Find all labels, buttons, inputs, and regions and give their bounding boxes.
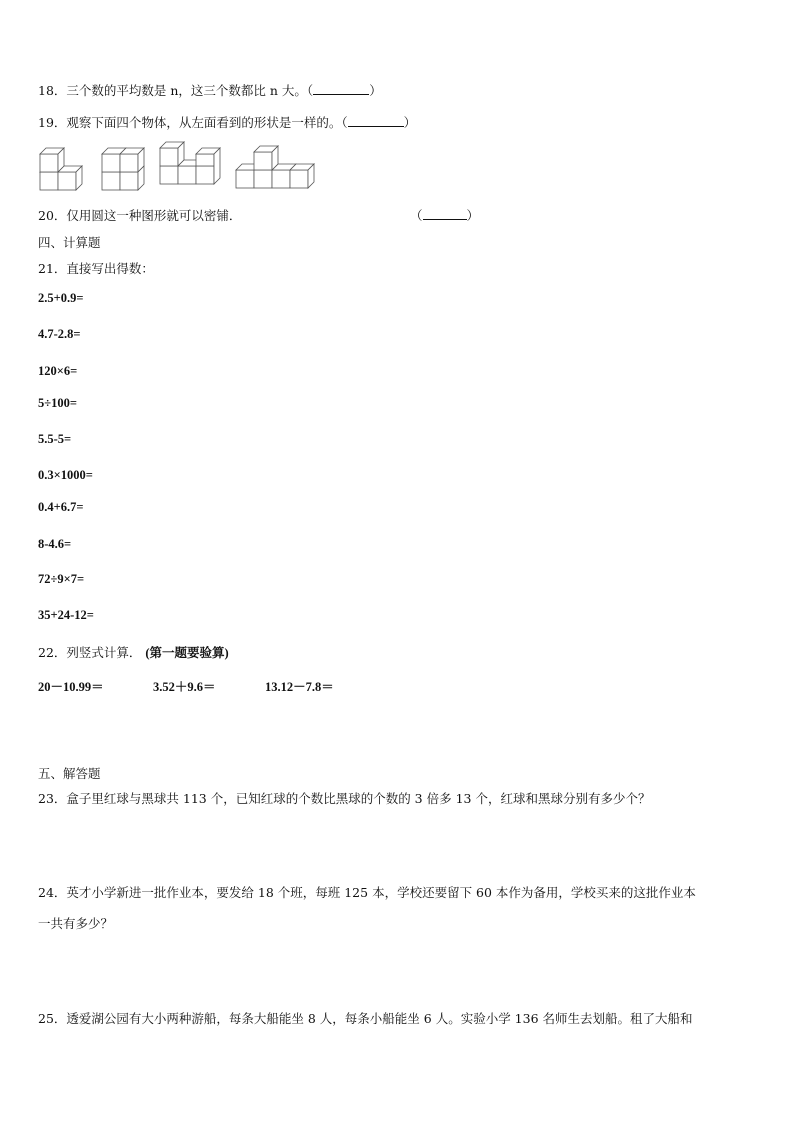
- question-20-text: 20．仅用圆这一种图形就可以密铺．: [38, 208, 242, 223]
- calc-item-6: 0.3×1000=: [38, 468, 93, 482]
- cube-object-2: [102, 148, 144, 190]
- cube-objects-figure: [38, 140, 328, 196]
- answer-blank-18[interactable]: [313, 83, 369, 95]
- question-20-open: （: [410, 208, 423, 223]
- calc-item-9: 72÷9×7=: [38, 572, 85, 586]
- vertical-calc-1: 20－10.99＝: [38, 680, 104, 694]
- question-19-text: 19．观察下面四个物体，从左面看到的形状是一样的。（: [38, 115, 348, 130]
- calc-item-1: 2.5+0.9=: [38, 291, 84, 305]
- question-18-text: 18．三个数的平均数是 n，这三个数都比 n 大。（: [38, 83, 314, 98]
- question-19: [38, 115, 416, 131]
- question-18: [38, 83, 382, 99]
- question-19-close: ）: [403, 115, 417, 130]
- section-5-heading: 五、解答题: [38, 766, 101, 781]
- question-22: [38, 645, 229, 661]
- vertical-calc-2: 3.52＋9.6＝: [153, 680, 216, 694]
- question-20: [38, 208, 241, 224]
- calc-item-4: 5÷100=: [38, 396, 77, 410]
- question-22-title: 22．列竖式计算．: [38, 645, 142, 660]
- question-21-title: 21．直接写出得数：: [38, 261, 154, 276]
- calc-item-7: 0.4+6.7=: [38, 500, 84, 514]
- cube-object-1: [40, 148, 82, 190]
- calc-item-2: 4.7-2.8=: [38, 327, 81, 341]
- calc-item-8: 8-4.6=: [38, 537, 72, 551]
- vertical-calc-3: 13.12－7.8＝: [265, 680, 334, 694]
- calc-item-5: 5.5-5=: [38, 432, 72, 446]
- section-4-heading: 四、计算题: [38, 235, 101, 250]
- question-18-close: ）: [369, 83, 382, 98]
- question-20-close: ）: [466, 208, 480, 223]
- answer-blank-20[interactable]: [423, 208, 467, 220]
- cube-object-4: [236, 146, 314, 188]
- question-23: 23．盒子里红球与黑球共 113 个，已知红球的个数比黑球的个数的 3 倍多 13 个，红球和黑球分别有多少个？: [38, 791, 651, 806]
- cube-object-3: [160, 142, 220, 184]
- question-20-answer: [410, 208, 479, 224]
- question-24-line-1: 24．英才小学新进一批作业本，要发给 18 个班，每班 125 本，学校还要留下 60 本作为备用，学校买来的这批作业本: [38, 885, 696, 900]
- answer-blank-19[interactable]: [348, 115, 404, 127]
- calc-item-3: 120×6=: [38, 364, 78, 378]
- calc-item-10: 35+24-12=: [38, 608, 94, 622]
- question-25: 25．透爱湖公园有大小两种游船，每条大船能坐 8 人，每条小船能坐 6 人。实验小学 136 名师生去划船。租了大船和: [38, 1011, 693, 1026]
- question-24-line-2: 一共有多少？: [38, 916, 114, 931]
- question-22-note: (第一题要验算): [145, 646, 229, 660]
